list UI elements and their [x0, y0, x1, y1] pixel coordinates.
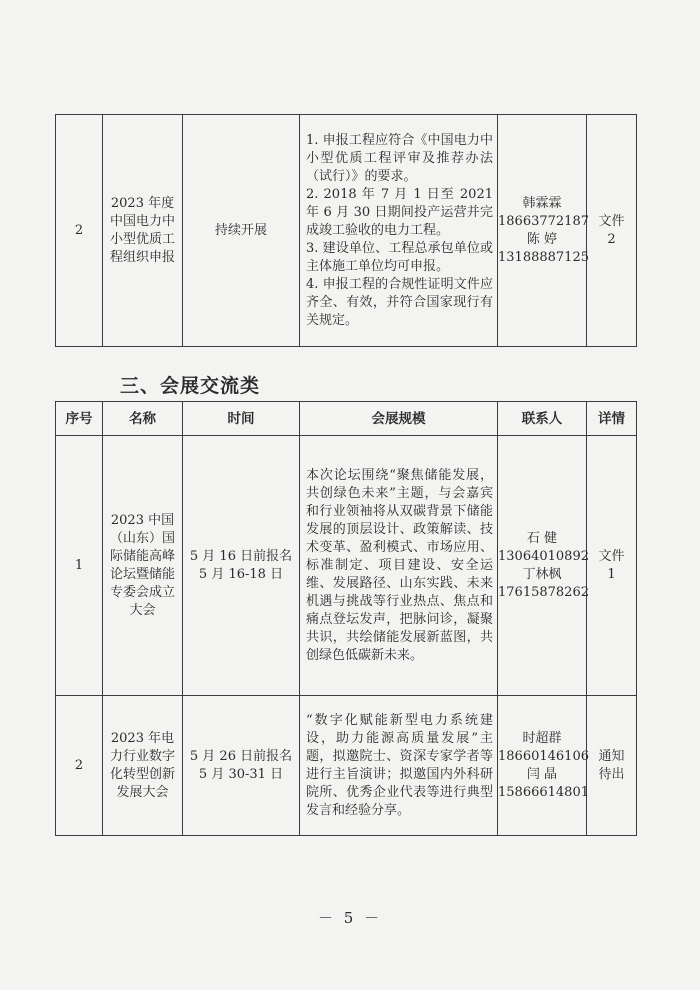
detail-reference: 文件2 — [598, 213, 625, 247]
contact-cell — [498, 115, 587, 347]
project-name: 2023 年度中国电力中小型优质工程组织申报 — [109, 195, 175, 265]
registration-deadline: 5 月 26 日前报名 — [189, 748, 293, 764]
detail-reference: 文件1 — [598, 548, 625, 582]
page-number: － 5 － — [317, 909, 383, 927]
column-header: 会展规模 — [300, 402, 498, 436]
event-time — [183, 436, 300, 696]
contact-name: 陈 婷 — [526, 231, 558, 247]
contact-phone: 18663772187 — [498, 213, 589, 229]
registration-deadline: 5 月 16 日前报名 — [189, 548, 293, 564]
requirement-item: 1. 申报工程应符合《中国电力中小型优质工程评审及推荐办法（试行）》的要求。 — [306, 132, 493, 184]
event-dates: 5 月 30-31 日 — [198, 766, 284, 782]
table-row — [56, 115, 637, 347]
section-heading: 三、会展交流类 — [120, 375, 261, 397]
column-header: 名称 — [103, 402, 183, 436]
event-scale: “数字化赋能新型电力系统建设，助力能源高质量发展”主题，拟邀院士、资深专家学者等进行主旨演讲；拟邀国内外科研院所、优秀企业代表等进行典型发言和经验分享。 — [306, 712, 493, 818]
table-header-row — [56, 402, 637, 436]
event-name: 2023 中国（山东）国际储能高峰论坛暨储能专委会成立大会 — [109, 512, 175, 618]
contact-name: 时超群 — [522, 730, 562, 746]
requirement-item: 2. 2018 年 7 月 1 日至 2021 年 6 月 30 日期间投产运营并完成竣工验收的电力工程。 — [306, 186, 493, 238]
award-application-table — [55, 114, 637, 347]
event-scale: 本次论坛围绕“聚焦储能发展，共创绿色未来”主题，与会嘉宾和行业领袖将从双碳背景下储能发展的顶层设计、政策解读、技术变革、盈利模式、市场应用、标准制定、项目建设、安全运维、发展路径、山东实践、未来机遇与挑战等行业热点、焦点和痛点登坛发声，把脉问诊，凝聚共识，共绘储能发展新蓝图，共创绿色低碳新未来。 — [306, 467, 493, 663]
requirements-list — [300, 132, 497, 330]
contact-name: 石 健 — [526, 530, 558, 546]
column-header: 联系人 — [498, 402, 587, 436]
exhibition-table — [55, 401, 637, 836]
detail-reference: 通知待出 — [598, 748, 625, 782]
row-number: 2 — [56, 115, 103, 347]
event-time — [183, 696, 300, 836]
row-number: 2 — [56, 696, 103, 836]
contact-name: 丁林枫 — [522, 566, 562, 582]
column-header: 时间 — [183, 402, 300, 436]
contact-phone: 13064010892 — [498, 548, 589, 564]
table-row — [56, 696, 637, 836]
contact-phone: 15866614801 — [498, 784, 589, 800]
table-row — [56, 436, 637, 696]
contact-cell — [498, 436, 587, 696]
event-dates: 5 月 16-18 日 — [198, 566, 284, 582]
contact-cell — [498, 696, 587, 836]
contact-phone: 13188887125 — [498, 249, 589, 265]
contact-phone: 18660146106 — [498, 748, 589, 764]
contact-name: 闫 晶 — [526, 766, 558, 782]
event-name: 2023 年电力行业数字化转型创新发展大会 — [109, 730, 175, 800]
contact-name: 韩霖霖 — [522, 195, 562, 211]
contact-phone: 17615878262 — [498, 584, 589, 600]
project-time: 持续开展 — [183, 115, 300, 347]
column-header: 序号 — [56, 402, 103, 436]
requirement-item: 4. 申报工程的合规性证明文件应齐全、有效，并符合国家现行有关规定。 — [306, 276, 493, 328]
row-number: 1 — [56, 436, 103, 696]
requirement-item: 3. 建设单位、工程总承包单位或主体施工单位均可申报。 — [306, 240, 493, 274]
column-header: 详情 — [587, 402, 637, 436]
